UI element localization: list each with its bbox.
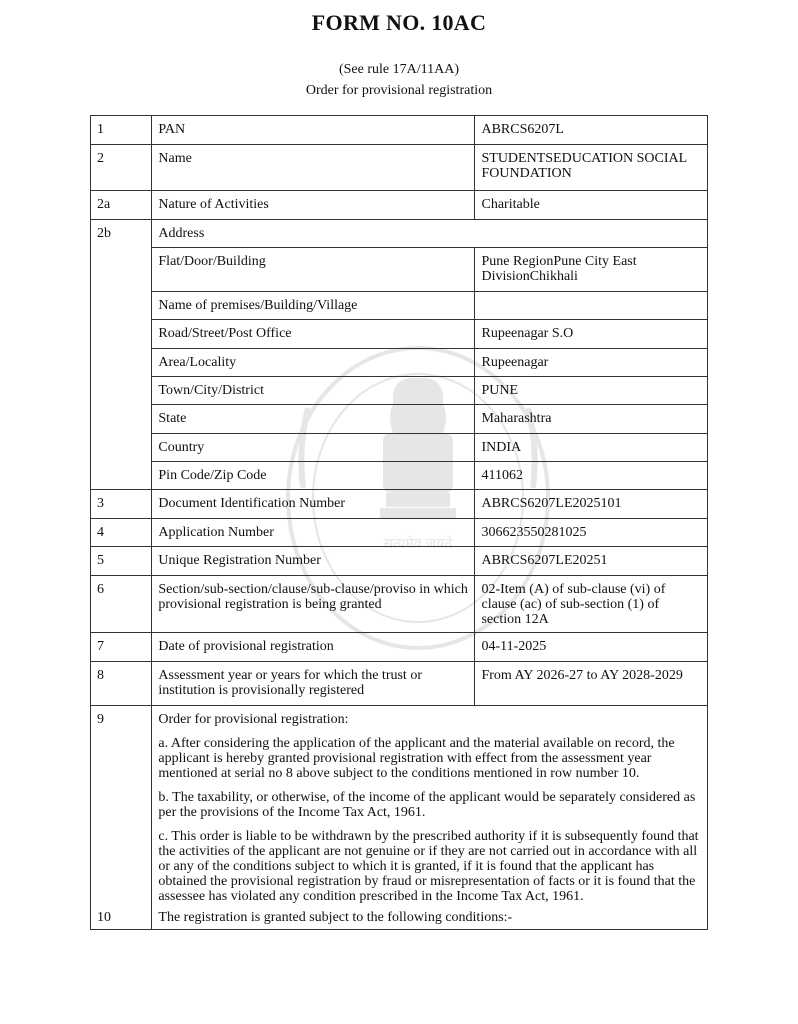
row-label: Document Identification Number [152,490,475,519]
row-order [91,706,708,909]
address-value: Maharashtra [475,405,708,434]
address-value [475,292,708,320]
address-value: PUNE [475,377,708,405]
order-heading: Order for provisional registration: [158,712,349,727]
pan-value: ABRCS6207L [475,116,708,145]
address-label: Town/City/District [152,377,475,405]
row-number: 3 [91,490,152,519]
row-address-pin [91,462,708,490]
row-number: 8 [91,662,152,706]
assessment-years-value: From AY 2026-27 to AY 2028-2029 [475,662,708,706]
order-text [152,706,708,909]
row-document-id [91,490,708,519]
row-label: Address [152,220,708,248]
document-id-value: ABRCS6207LE2025101 [475,490,708,519]
row-conditions [91,908,708,930]
row-number: 2 [91,145,152,191]
row-address-premises [91,292,708,320]
address-label: Road/Street/Post Office [152,320,475,349]
order-para-c: c. This order is liable to be withdrawn by the prescribed authority if it is subsequently found that the activities of the applicant are not genuine or if they are not carried out in accordance with all or any of the conditions subject to which it is granted, if it is found that the applicant has obtained the provisional registration by fraud or misrepresentation of facts or it is found that the assessee has violated any condition prescribed in the Income Tax Act, 1961. [158,829,699,904]
address-label: Name of premises/Building/Village [152,292,475,320]
row-name [91,145,708,191]
row-number: 7 [91,633,152,662]
row-address-area [91,349,708,377]
row-assessment-years [91,662,708,706]
row-label: Date of provisional registration [152,633,475,662]
urn-value: ABRCS6207LE20251 [475,547,708,576]
row-label: PAN [152,116,475,145]
row-number: 4 [91,519,152,547]
row-label: Name [152,145,475,191]
address-label: State [152,405,475,434]
address-label: Pin Code/Zip Code [152,462,475,490]
row-unique-registration-number [91,547,708,576]
order-para-a: a. After considering the application of the applicant and the material available on record, the applicant is hereby granted provisional registration with effect from the assessment year mentioned at serial no 8 above subject to the conditions mentioned in row number 10. [158,736,675,781]
address-value: Rupeenagar [475,349,708,377]
address-label: Country [152,434,475,462]
rule-reference: (See rule 17A/11AA) [338,62,459,77]
row-number: 9 [91,706,152,909]
form-title: FORM NO. 10AC [311,10,487,35]
row-nature-of-activities [91,191,708,220]
section-value: 02-Item (A) of sub-clause (vi) of clause (ac) of sub-section (1) of section 12A [475,576,708,633]
row-section [91,576,708,633]
row-label: Application Number [152,519,475,547]
row-label: Unique Registration Number [152,547,475,576]
address-label: Area/Locality [152,349,475,377]
conditions-label: The registration is granted subject to the following conditions:- [152,908,708,930]
row-number: 10 [91,908,152,930]
row-label: Section/sub-section/clause/sub-clause/proviso in which provisional registration is being granted [152,576,475,633]
registration-table [90,115,708,930]
row-date-of-registration [91,633,708,662]
address-value: Pune RegionPune City East DivisionChikhali [475,248,708,292]
row-address-town [91,377,708,405]
row-application-number [91,519,708,547]
row-number: 1 [91,116,152,145]
row-address-state [91,405,708,434]
row-number: 2b [91,220,152,490]
application-number-value: 306623550281025 [475,519,708,547]
address-label: Flat/Door/Building [152,248,475,292]
row-address-country [91,434,708,462]
row-label: Assessment year or years for which the trust or institution is provisionally registered [152,662,475,706]
date-value: 04-11-2025 [475,633,708,662]
address-value: 411062 [475,462,708,490]
row-number: 5 [91,547,152,576]
row-address [91,220,708,248]
row-label: Nature of Activities [152,191,475,220]
row-address-flat [91,248,708,292]
address-value: Rupeenagar S.O [475,320,708,349]
watermark-motto: सत्यमेव जयते [383,536,453,552]
name-value: STUDENTSEDUCATION SOCIAL FOUNDATION [475,145,708,191]
nature-value: Charitable [475,191,708,220]
order-para-b: b. The taxability, or otherwise, of the income of the applicant would be separately considered as per the provisions of the Income Tax Act, 1961. [158,790,696,820]
row-number: 6 [91,576,152,633]
row-pan [91,116,708,145]
address-value: INDIA [475,434,708,462]
row-address-road [91,320,708,349]
row-number: 2a [91,191,152,220]
form-subtitle: Order for provisional registration [305,83,493,98]
